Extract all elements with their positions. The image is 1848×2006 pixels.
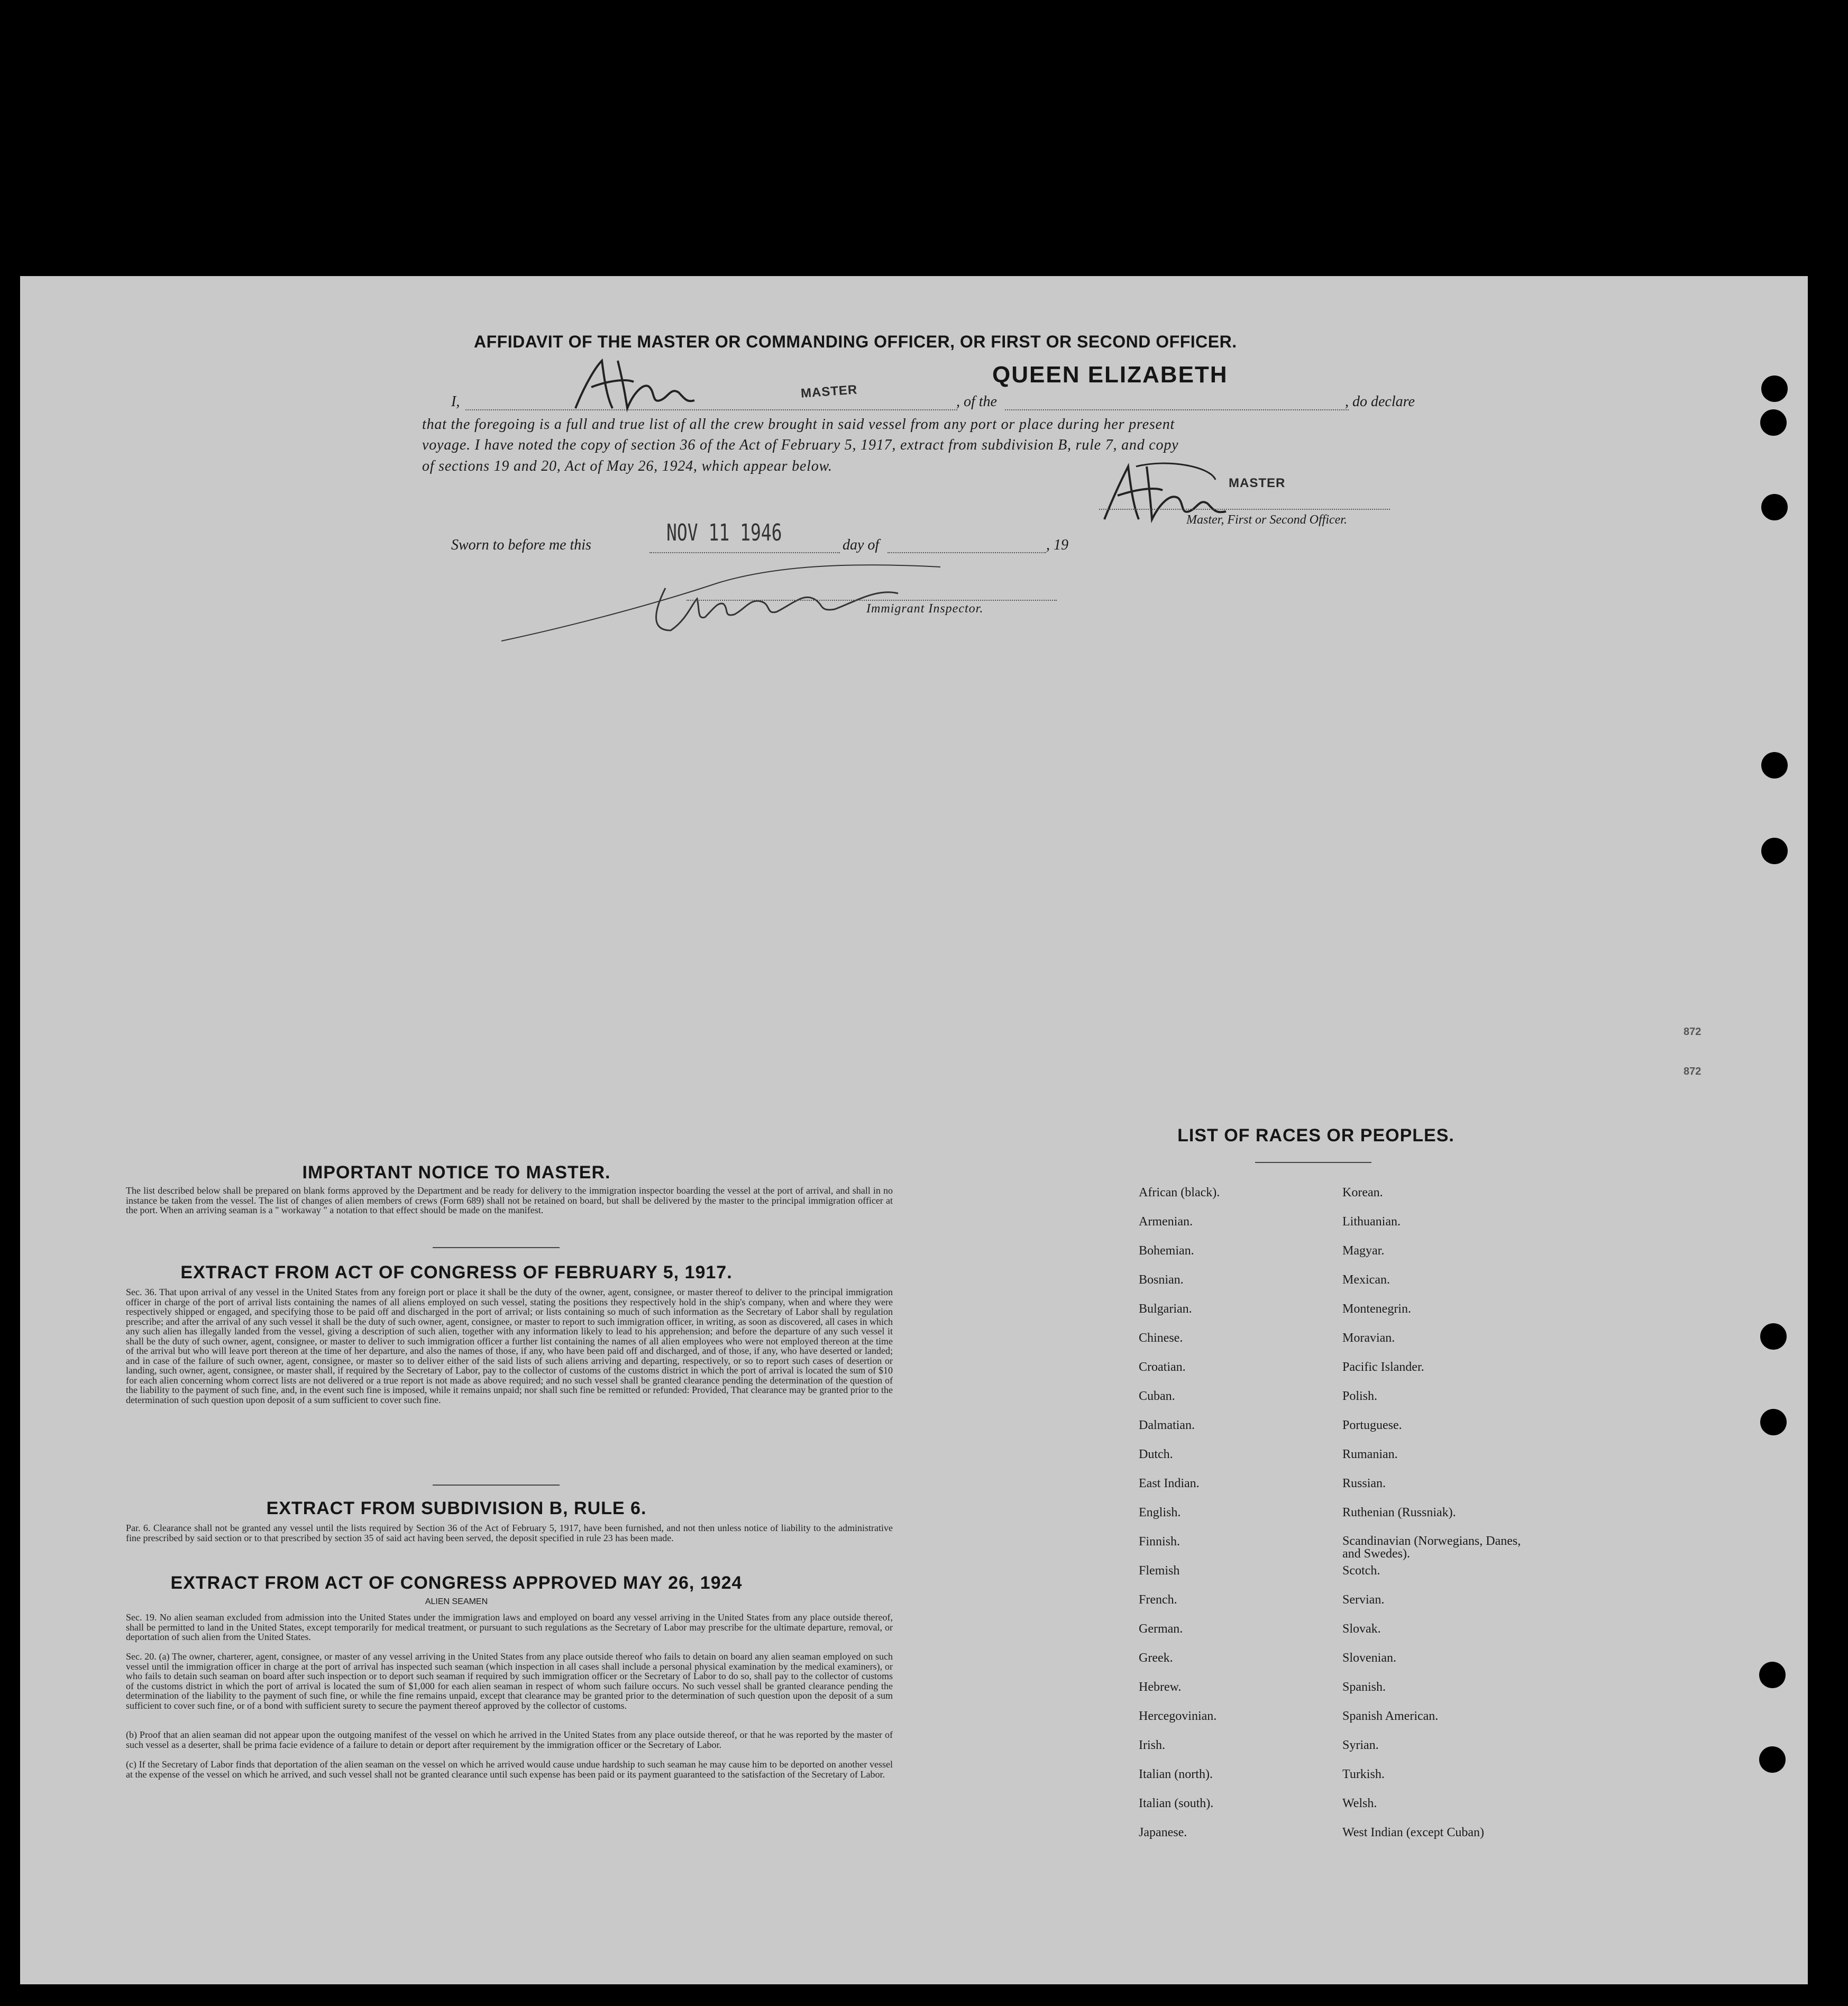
affidavit-title: AFFIDAVIT OF THE MASTER OR COMMANDING OFFICER, OR FIRST OR SECOND OFFICER. [474,332,1237,351]
margin-mark-1: 872 [1684,1026,1701,1038]
race-item: Dalmatian. [1139,1418,1195,1432]
race-item: Pacific Islander. [1342,1360,1424,1374]
race-item: Hercegovinian. [1139,1709,1217,1723]
race-item: Armenian. [1139,1215,1193,1229]
punch-hole-8 [1759,1662,1786,1688]
race-item: Croatian. [1139,1360,1186,1374]
race-item: Turkish. [1342,1767,1385,1781]
races-title: LIST OF RACES OR PEOPLES. [1177,1125,1454,1146]
race-item: Dutch. [1139,1448,1173,1461]
vessel-name-line [1005,409,1349,410]
margin-mark-2: 872 [1684,1066,1701,1077]
punch-hole-5 [1761,838,1788,864]
affidavit-i-label: I, [451,393,460,410]
punch-hole-6 [1760,1323,1787,1350]
race-item: Syrian. [1342,1738,1379,1752]
notice-divider [433,1247,560,1248]
inspector-caption: Immigrant Inspector. [866,602,984,616]
race-item: Italian (south). [1139,1797,1214,1810]
race-item: Spanish. [1342,1680,1386,1694]
punch-hole-3 [1761,494,1788,520]
rule-6-body: Par. 6. Clearance shall not be granted any vessel until the lists required by Section 36 of the Act of February 5, 1917, have been furnished, and not then unless notice of liability to the administrative fine prescribed by said section or to that prescribed by section 35 of said act having been served, the deposit specified in rule 23 has been made. [126,1523,893,1543]
extract-1917-divider [433,1485,560,1486]
sworn-label: Sworn to before me this [451,537,591,553]
race-item: Italian (north). [1139,1767,1213,1781]
race-item: Spanish American. [1342,1709,1439,1723]
day-of-label: day of [843,537,880,553]
notice-title: IMPORTANT NOTICE TO MASTER. [302,1162,611,1183]
race-item: Montenegrin. [1342,1302,1411,1316]
affidavit-line-3: voyage. I have noted the copy of section 36 of the Act of February 5, 1917, extract from subdivision B, rule 7, and copy [422,437,1179,453]
extract-1917-body: Sec. 36. That upon arrival of any vessel in the United States from any foreign port or place it shall be the duty of the owner, agent, consignee, or master thereof to deliver to the principal immigration officer in charge of the port of arrival lists containing the names of all aliens employed on such vessel, stating the positions they respectively hold in the ship's company, when and where they were respectively shipped or engaged, and specifying those to be paid off and discharged in the port of arrival; or lists containing so much of such information as the Secretary of Labor shall by regulation prescribe; and after the arrival of any such vessel it shall be the duty of such owner, agent, consignee, or master to report to such immigration officer, in writing, as soon as discovered, all cases in which any such alien has illegally landed from the vessel, giving a description of such alien, together with any information likely to lead to his apprehension; and before the departure of any such vessel it shall be the duty of such owner, agent, consignee, or master to deliver to such immigration officer a further list containing the names of all alien employees who were not employed thereon at the time of the arrival but who will leave port thereon at the time of her departure, and also the names of those, if any, who have been paid off and discharged, and of those, if any, who have deserted or landed; and in case of the failure of such owner, agent, consignee, or master so to deliver either of the said lists of such aliens arriving and departing, respectively, or so to report such cases of desertion or landing, such owner, agent, consignee, or master shall, if required by the Secretary of Labor, pay to the collector of customs of the customs district in which the port of arrival is located the sum of $10 for each alien concerning whom correct lists are not delivered or a true report is not made as above required; and no such vessel shall be granted clearance pending the determination of the question of the liability to the payment of such fine, and, in the event such fine is imposed, while it remains unpaid; nor shall such fine be remitted or refunded: Provided, That clearance may be granted prior to the determination of such question upon deposit of a sum sufficient to cover such fine. [126,1287,893,1405]
race-item: Bulgarian. [1139,1302,1192,1316]
sworn-date-stamp: NOV 11 1946 [666,519,782,546]
punch-hole-9 [1759,1746,1786,1773]
race-item: Bosnian. [1139,1273,1184,1287]
master-stamp: MASTER [800,382,858,401]
affidavit-line-4: of sections 19 and 20, Act of May 26, 1924, which appear below. [422,458,832,474]
race-item: Lithuanian. [1342,1215,1401,1229]
extract-1924-sec20a: Sec. 20. (a) The owner, charterer, agent, consignee, or master of any vessel arriving in the United States from any place outside thereof who fails to detain on board any alien seaman employed on such vessel until the immigration officer in charge at the port of arrival has inspected such seaman (which inspection in all cases shall include a personal physical examination by the medical examiners), or who fails to detain such seaman on board after such inspection or to deport such seaman if required by such immigration officer or the Secretary of Labor to do so, shall pay to the collector of customs of the customs district in which the port of arrival is located the sum of $1,000 for each alien seaman in respect of whom such failure occurs. No such vessel shall be granted clearance pending the determination of the liability to the payment of such fine, or while the fine remains unpaid, except that clearance may be granted prior to the determination of such question upon the deposit of a sum sufficient to cover such fine, or of a bond with sufficient surety to secure the payment thereof approved by the collector of customs. [126,1651,893,1711]
document-sheet [20,276,1808,1984]
race-item: Moravian. [1342,1331,1395,1345]
race-item: Irish. [1139,1738,1165,1752]
of-the-label: , of the [956,393,997,410]
master-signature [565,350,702,419]
race-item: Welsh. [1342,1797,1377,1810]
race-item: Portuguese. [1342,1418,1402,1432]
extract-1924-sec19: Sec. 19. No alien seaman excluded from admission into the United States under the immigration laws and employed on board any vessel arriving in the United States from any place outside thereof, shall be permitted to land in the United States, except temporarily for medical treatment, or pursuant to such regulations as the Secretary of Labor may prescribe for the ultimate departure, removal, or deportation of such alien from the United States. [126,1612,893,1642]
race-item: Finnish. [1139,1535,1181,1549]
inspector-signature [496,551,972,652]
race-item: Slovak. [1342,1622,1381,1636]
race-item: Chinese. [1139,1331,1183,1345]
officer-caption: Master, First or Second Officer. [1186,513,1347,527]
race-item: Rumanian. [1342,1448,1398,1461]
punch-hole-2 [1760,409,1787,436]
race-item: East Indian. [1139,1477,1200,1490]
extract-1917-title: EXTRACT FROM ACT OF CONGRESS OF FEBRUARY 5, 1917. [180,1262,733,1283]
rule-6-title: EXTRACT FROM SUBDIVISION B, RULE 6. [266,1498,647,1518]
race-item: Greek. [1139,1651,1173,1665]
race-item: Scotch. [1342,1564,1380,1578]
race-item: German. [1139,1622,1183,1636]
affidavit-line-2: that the foregoing is a full and true list of all the crew brought in said vessel from any port or place during her present [422,416,1175,433]
race-item: Japanese. [1139,1826,1187,1839]
race-item: Bohemian. [1139,1244,1194,1258]
race-item: Hebrew. [1139,1680,1182,1694]
extract-1924-sec20b: (b) Proof that an alien seaman did not appear upon the outgoing manifest of the vessel on which he arrived in the United States from any place outside thereof, or that he was reported by the master of such vessel as a deserter, shall be prima facie evidence of a failure to detain or deport after requirement by the immigration officer or the Secretary of Labor. [126,1729,893,1750]
race-item: Ruthenian (Russniak). [1342,1506,1456,1519]
extract-1924-title: EXTRACT FROM ACT OF CONGRESS APPROVED MAY 26, 1924 [170,1573,743,1593]
race-item: English. [1139,1506,1181,1519]
race-item: Flemish [1139,1564,1180,1578]
race-item: Magyar. [1342,1244,1385,1258]
race-item: Korean. [1342,1186,1383,1199]
punch-hole-4 [1761,752,1788,778]
race-item: Polish. [1342,1389,1378,1403]
master-name-line [465,409,957,410]
races-divider [1255,1162,1371,1163]
race-item: Russian. [1342,1477,1386,1490]
vessel-name: QUEEN ELIZABETH [992,362,1228,388]
officer-master-stamp: MASTER [1229,476,1286,490]
punch-hole-7 [1760,1409,1787,1435]
extract-1924-sec20c: (c) If the Secretary of Labor finds that deportation of the alien seaman on the vessel on which he arrived would cause undue hardship to such seaman he may cause him to be deported on another vessel at the expense of the vessel on which he arrived, and such vessel shall not be granted clearance until such expense has been paid or its payment guaranteed to the satisfaction of the Secretary of Labor. [126,1759,893,1780]
race-item: Mexican. [1342,1273,1390,1287]
extract-1924-subtitle: ALIEN SEAMEN [425,1597,488,1606]
race-item: Servian. [1342,1593,1385,1607]
race-item: Scandinavian (Norwegians, Danes, and Swedes). [1342,1534,1521,1561]
race-item: Cuban. [1139,1389,1175,1403]
race-item: West Indian (except Cuban) [1342,1826,1484,1839]
officer-signature-line [1099,509,1390,510]
race-item: African (black). [1139,1186,1220,1199]
year-prefix: , 19 [1046,537,1068,553]
inspector-signature-line [687,600,1057,601]
punch-hole-1 [1761,375,1788,402]
notice-body: The list described below shall be prepared on blank forms approved by the Department and be ready for delivery to the immigration inspector boarding the vessel at the port of arrival, and shall in no instance be taken from the vessel. The list of changes of alien members of crews (Form 689) shall not be retained on board, but shall be delivered by the master to the principal immigration officer at the port. When an arriving seaman is a " workaway " a notation to that effect should be made on the manifest. [126,1185,893,1215]
race-item: French. [1139,1593,1177,1607]
do-declare-label: , do declare [1345,393,1415,410]
race-item: Slovenian. [1342,1651,1396,1665]
